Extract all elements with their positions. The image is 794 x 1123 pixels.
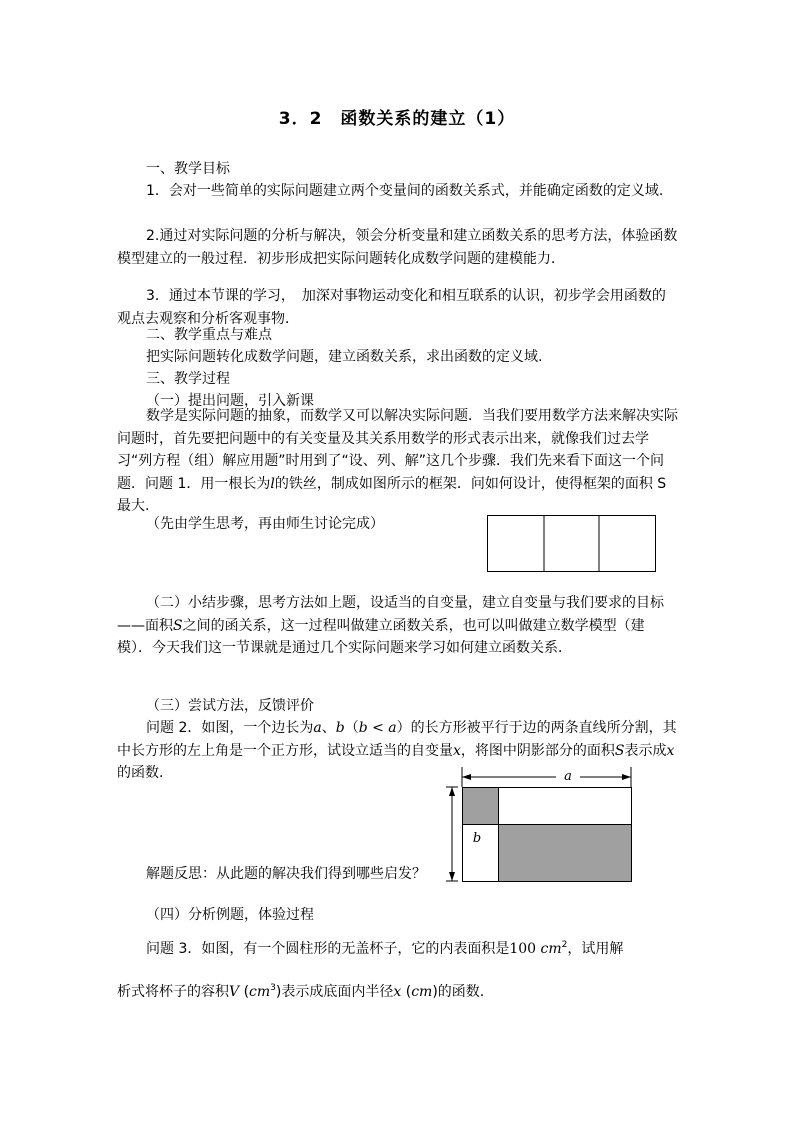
keypoints-text: 把实际问题转化成数学问题，建立函数关系，求出函数的定义域.: [146, 349, 543, 365]
page-title: 3．2 函数关系的建立（1）: [278, 109, 516, 129]
part3-heading: （三）尝试方法，反馈评价: [146, 698, 314, 714]
part1-note: （先由学生思考，再由师生讨论完成）: [146, 516, 384, 532]
question-3-line1: 问题 3．如图，有一个圆柱形的无盖杯子，它的内表面积是100 $cm^2$，试用解: [146, 940, 624, 957]
part1-heading: （一）提出问题，引入新课: [146, 393, 314, 409]
section-heading-keypoints: 二、教学重点与难点: [146, 327, 272, 343]
rectangle-figure: [444, 765, 640, 887]
question-3-line2: 析式将杯子的容积V $(cm^3)$表示成底面内半径x (cm)的函数.: [117, 983, 485, 1000]
part1-paragraph: 数学是实际问题的抽象，而数学又可以解决实际问题．当我们要用数学方法来解决实际问题时，首先要把问题中的有关变量及其关系用数学的形式表示出来，就像我们过去学习“列方程（组）解应用题”时用到了“设、列、解”这几个步骤．我们先来看下面这一个问题．问题 1．用一根长为l的铁丝，制成如图所示的框架．问如何设计，使得框架的面积 S 最大.: [117, 408, 678, 514]
part2-paragraph: （二）小结步骤，思考方法如上题，设适当的自变量，建立自变量与我们要求的目标——面积S之间的函关系，这一过程叫做建立函数关系，也可以叫做建立数学模型（建模）．今天我们这一节课就是通过几个实际问题来学习如何建立函数关系．: [117, 595, 664, 656]
section-heading-objectives: 一、教学目标: [146, 161, 230, 177]
objective-2: 2.通过对实际问题的分析与解决，领会分析变量和建立函数关系的思考方法，体验函数模型建立的一般过程．初步形成把实际问题转化成数学问题的建模能力．: [117, 228, 678, 267]
objective-3: 3．通过本节课的学习， 加深对事物运动变化和相互联系的认识，初步学会用函数的观点去观察和分析客观事物．: [117, 288, 666, 327]
shaded-square: [463, 788, 499, 825]
question-2: 问题 2．如图，一个边长为a、b（b < a）的长方形被平行于边的两条直线所分割，其中长方形的左上角是一个正方形，试设立适当的自变量x，将图中阴影部分的面积S表示成x的函数.: [117, 720, 677, 781]
reflection-question: 解题反思：从此题的解决我们得到哪些启发？: [146, 866, 426, 882]
dimension-label-b: b: [472, 831, 482, 846]
frame-figure: [487, 515, 657, 573]
dimension-label-a: a: [564, 769, 572, 784]
shaded-rectangle: [499, 825, 632, 882]
objective-1: 1．会对一些简单的实际问题建立两个变量间的函数关系式，并能确定函数的定义域.: [146, 183, 664, 199]
section-heading-process: 三、教学过程: [146, 371, 230, 387]
part4-heading: （四）分析例题，体验过程: [146, 907, 314, 923]
